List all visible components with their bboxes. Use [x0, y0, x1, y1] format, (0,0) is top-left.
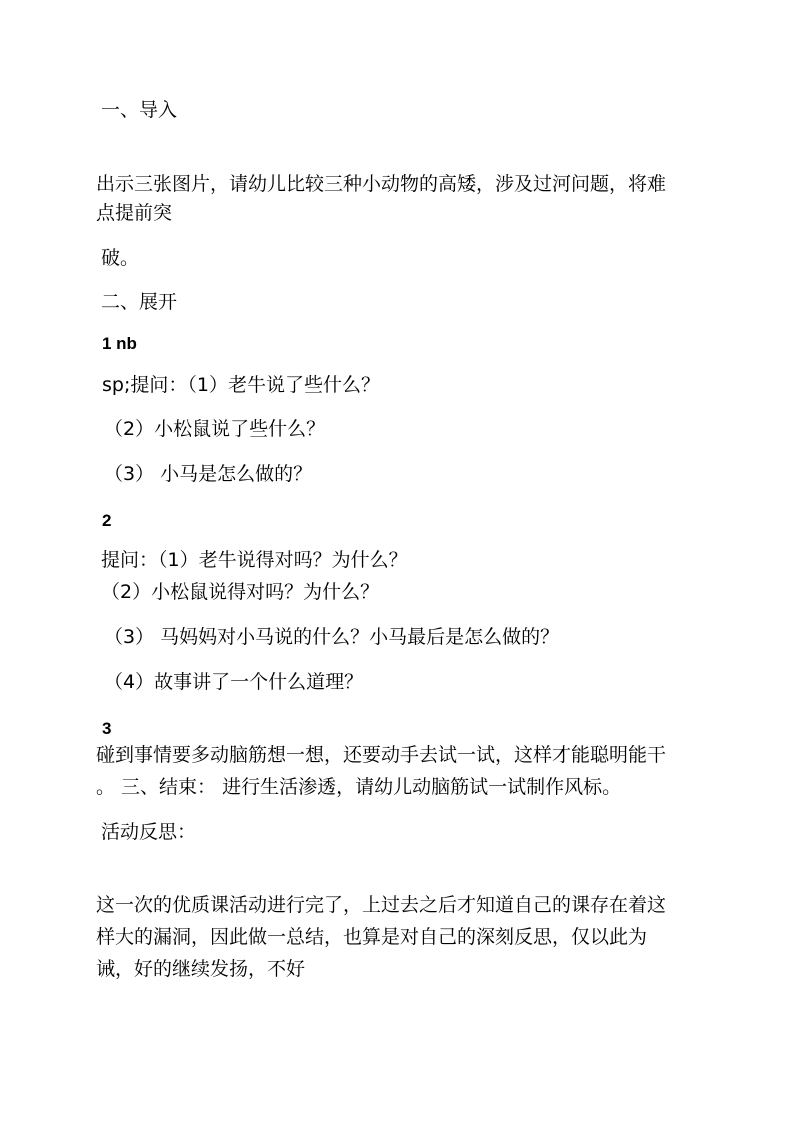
paragraph-line: 破。 [101, 247, 140, 269]
paragraph-line: 出示三张图片，请幼儿比较三种小动物的高矮，涉及过河问题，将难 [96, 173, 667, 195]
question-line: （4）故事讲了一个什么道理？ [104, 671, 364, 693]
section-heading-intro: 一、导入 [101, 99, 178, 121]
paragraph-line: 点提前突 [96, 202, 173, 224]
section-heading-develop: 二、展开 [101, 291, 178, 313]
paragraph-line: 诫，好的继续发扬，不好 [96, 958, 306, 980]
section-heading-reflection: 活动反思： [101, 821, 197, 843]
question-line: （2）小松鼠说得对吗？为什么？ [101, 581, 380, 603]
question-line: （3） 小马是怎么做的？ [104, 463, 313, 485]
paragraph-line: 碰到事情要多动脑筋想一想，还要动手去试一试，这样才能聪明能干 [96, 744, 667, 766]
paragraph-line: 样大的漏洞，因此做一总结，也算是对自己的深刻反思，仅以此为 [96, 926, 648, 948]
step-number: 3 [102, 719, 112, 738]
question-line: 提问：（1）老牛说得对吗？为什么？ [101, 549, 408, 571]
question-line: sp;提问：（1）老牛说了些什么？ [102, 374, 380, 396]
question-line: （2）小松鼠说了些什么？ [104, 418, 326, 440]
paragraph-line: 。 三、结束： 进行生活渗透，请幼儿动脑筋试一试制作风标。 [96, 776, 622, 798]
paragraph-line: 这一次的优质课活动进行完了，上过去之后才知道自己的课存在着这 [96, 894, 667, 916]
step-number: 1 nb [102, 334, 137, 353]
question-line: （3） 马妈妈对小马说的什么？小马最后是怎么做的？ [104, 626, 560, 648]
step-number: 2 [102, 511, 112, 530]
